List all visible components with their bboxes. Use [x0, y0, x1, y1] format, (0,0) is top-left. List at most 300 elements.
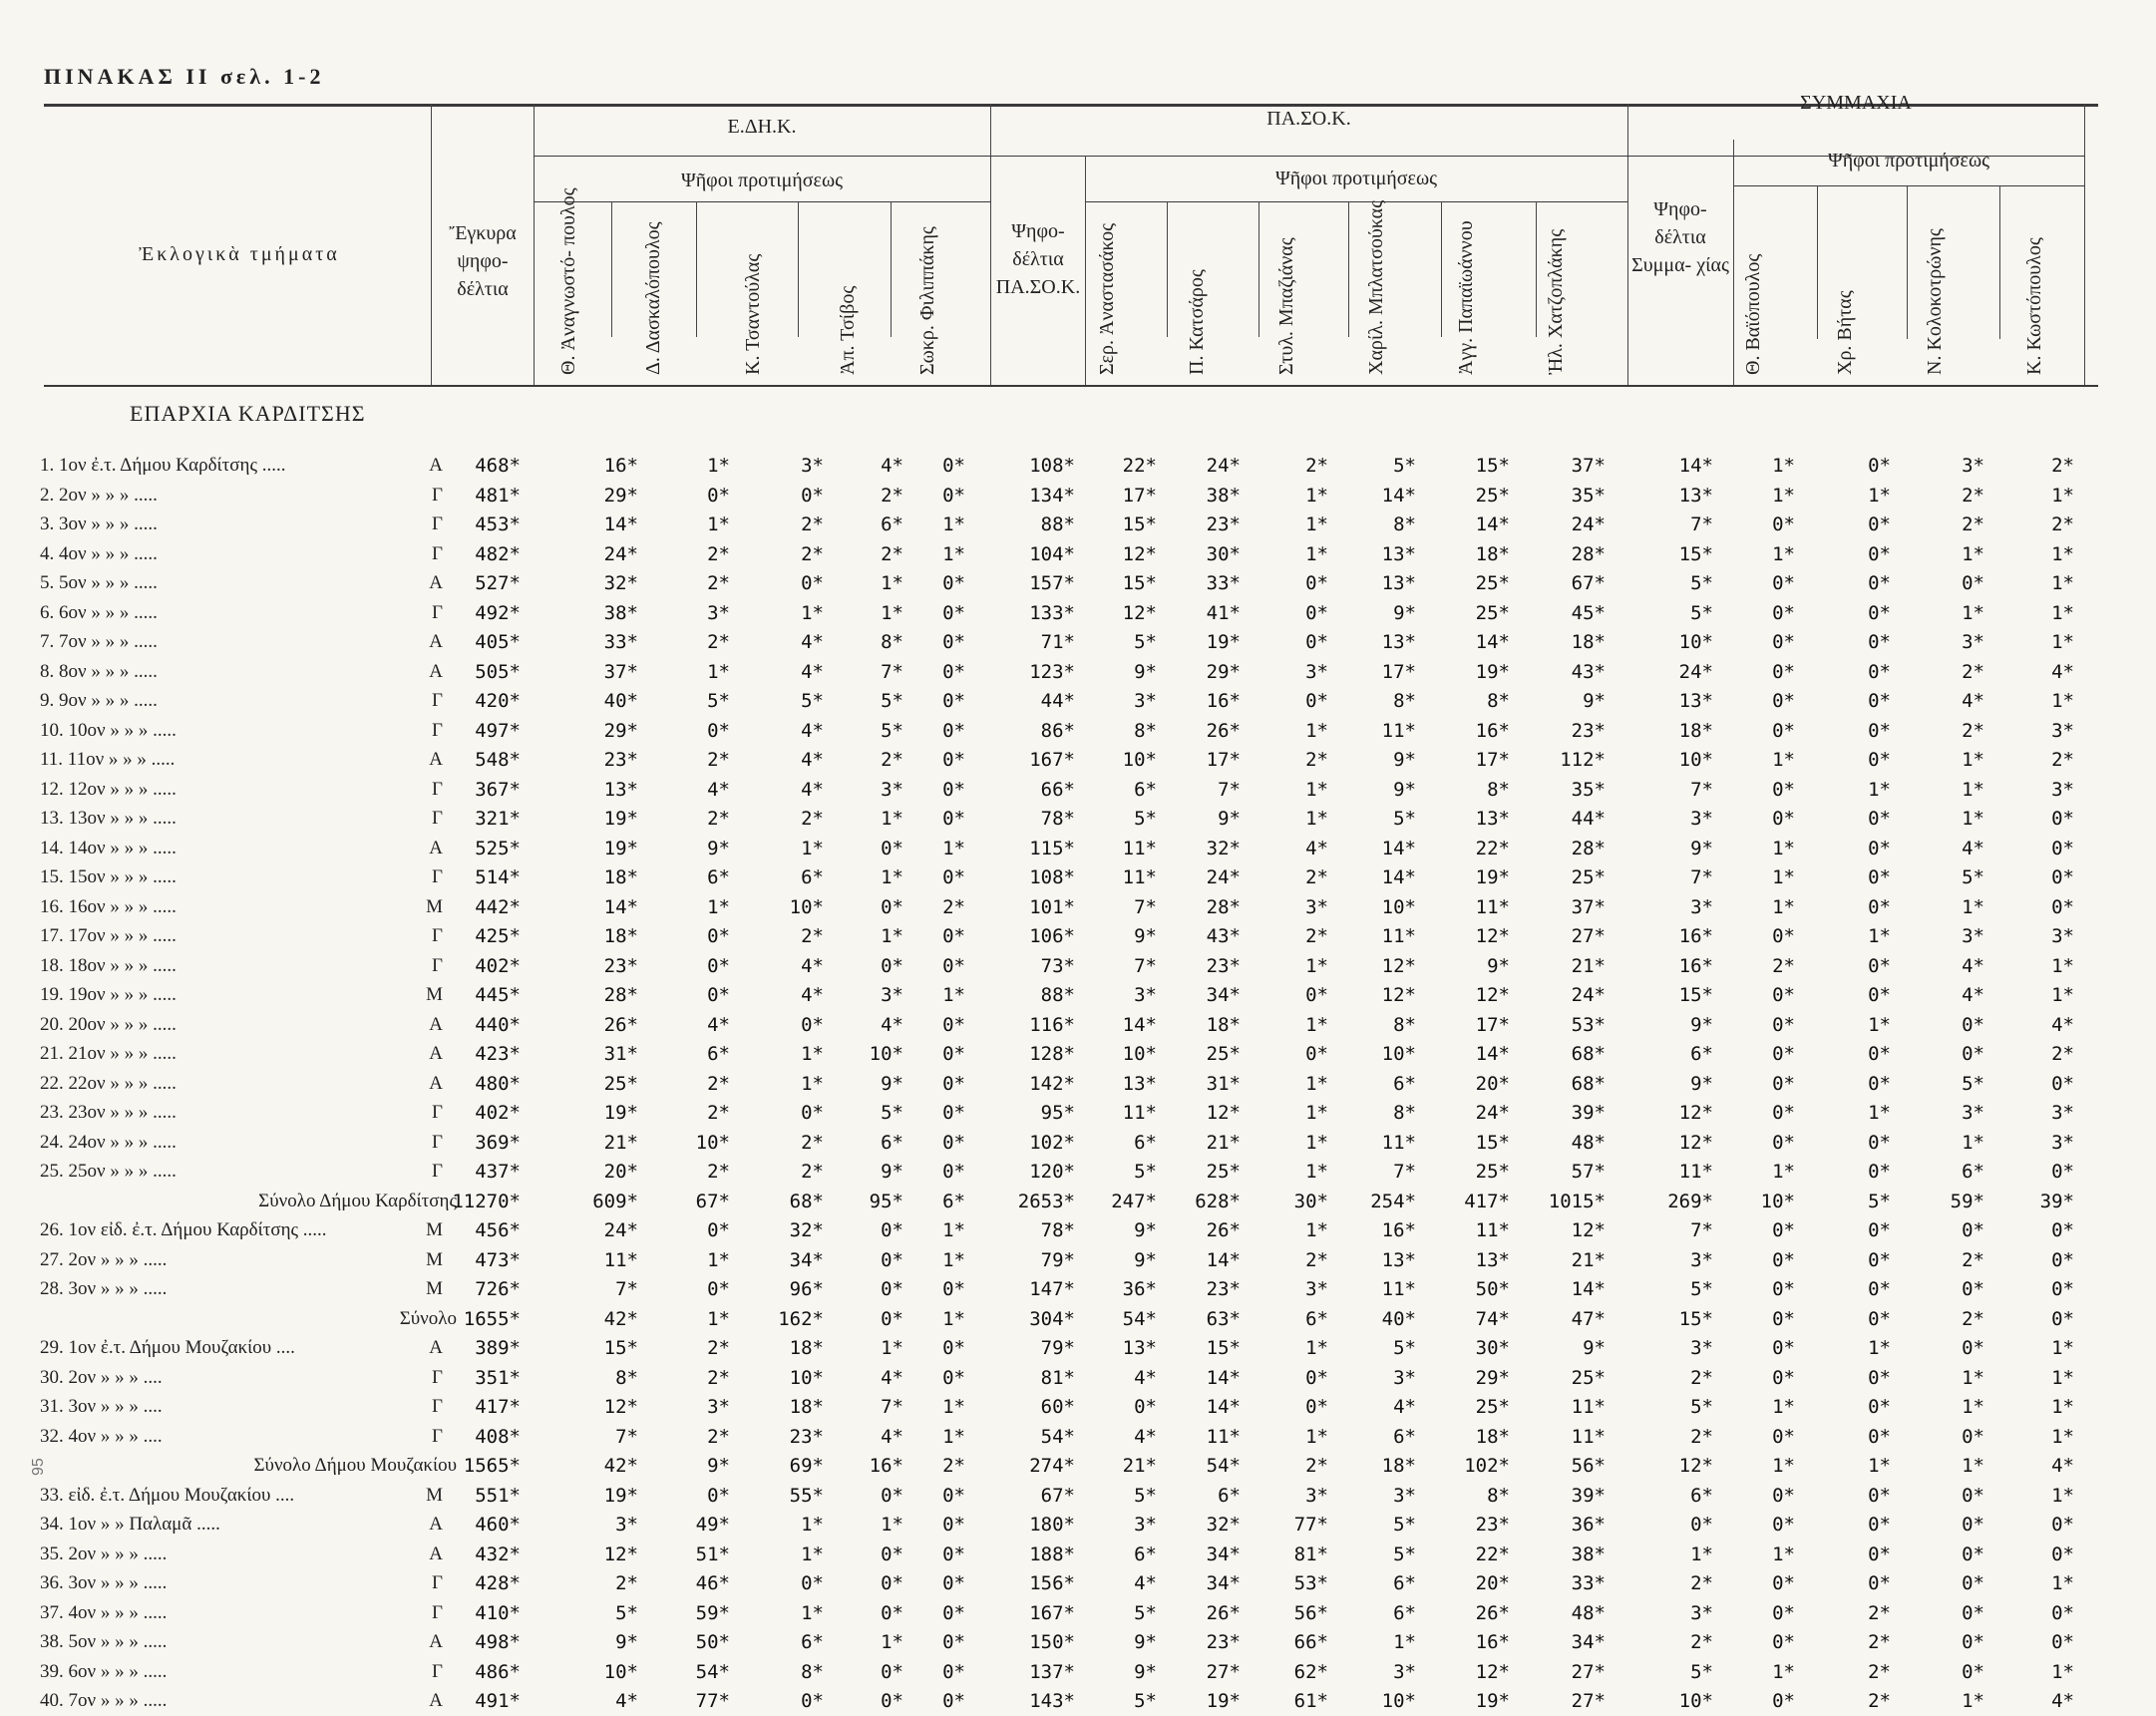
table-cell: 88* — [1040, 514, 1075, 535]
table-cell: 5* — [1393, 1337, 1416, 1359]
table-cell: 3* — [1305, 1484, 1328, 1507]
table-cell: 42* — [603, 1307, 638, 1330]
table-cell: 10* — [1678, 1690, 1713, 1712]
table-cell: 442* — [475, 895, 521, 918]
table-cell: 25* — [603, 1072, 638, 1095]
col-divider — [1999, 185, 2000, 339]
table-cell: 40* — [1381, 1307, 1416, 1330]
table-cell: 11* — [1381, 719, 1416, 742]
table-cell: 5* — [1393, 455, 1416, 477]
table-cell: 6* — [801, 1631, 824, 1653]
table-cell: 26* — [1206, 719, 1241, 742]
table-cell: 12* — [1206, 1102, 1241, 1124]
table-cell: 0* — [881, 895, 903, 918]
table-cell: 1* — [1305, 808, 1328, 830]
table-cell: 10* — [1381, 1690, 1416, 1712]
row-label — [40, 1069, 449, 1099]
table-cell: 0* — [1962, 1601, 1984, 1624]
table-cell: 8* — [1393, 1102, 1416, 1124]
table-cell: 11* — [1381, 925, 1416, 947]
table-cell: 2* — [707, 1161, 730, 1183]
candidate-header: Θ. Βαϊόπουλος — [1742, 253, 1764, 375]
table-cell: 3* — [1134, 984, 1157, 1006]
table-cell: 17* — [1381, 660, 1416, 683]
edik-header: Ε.ΔΗ.Κ. — [727, 116, 797, 138]
table-cell: 5* — [881, 719, 903, 742]
row-label-text: 38. 5ον » » » ..... — [40, 1631, 168, 1652]
table-cell: 2* — [1962, 1307, 1984, 1330]
table-cell: 123* — [1029, 660, 1075, 683]
table-cell: 14* — [603, 895, 638, 918]
table-cell: 16* — [1678, 954, 1713, 977]
table-cell: 38* — [1571, 1543, 1606, 1565]
table-cell: 0* — [2051, 1543, 2074, 1565]
table-cell: 420* — [475, 690, 521, 712]
table-cell: 13* — [1122, 1337, 1157, 1359]
table-cell: 12* — [1678, 1455, 1713, 1477]
table-cell: 9* — [1134, 660, 1157, 683]
table-cell: 1* — [1690, 1543, 1713, 1565]
table-cell: 25* — [1475, 484, 1510, 507]
table-cell: 3* — [2051, 1131, 2074, 1154]
col-divider — [1817, 185, 1818, 339]
candidate-header: Π. Κατσάρος — [1186, 269, 1208, 375]
table-cell: 8* — [1487, 1484, 1510, 1507]
table-cell: 0* — [942, 690, 965, 712]
table-cell: 15* — [1122, 514, 1157, 535]
table-cell: 405* — [475, 631, 521, 653]
table-cell: 11* — [1571, 1425, 1606, 1448]
table-cell: 11* — [1678, 1161, 1713, 1183]
table-cell: 112* — [1560, 749, 1606, 771]
table-cell: 4* — [707, 1013, 730, 1036]
table-cell: 77* — [695, 1690, 730, 1712]
table-cell: 1* — [1868, 1455, 1891, 1477]
table-cell: 134* — [1029, 484, 1075, 507]
row-label-text: 7. 7ον » » » ..... — [40, 631, 158, 652]
table-cell: 0* — [942, 1278, 965, 1300]
row-label-text: 23. 23ον » » » ..... — [40, 1102, 177, 1123]
table-cell: 17* — [1122, 484, 1157, 507]
table-cell: 1* — [2051, 631, 2074, 653]
table-cell: 7* — [1690, 1219, 1713, 1241]
table-cell: 5* — [1690, 1278, 1713, 1300]
table-cell: 0* — [801, 484, 824, 507]
table-cell: 274* — [1029, 1455, 1075, 1477]
col-divider — [696, 201, 697, 337]
table-cell: 7* — [615, 1278, 638, 1300]
row-label — [40, 1157, 449, 1187]
table-cell: 0* — [1305, 601, 1328, 624]
table-cell: 0* — [942, 455, 965, 477]
table-cell: 28* — [1206, 895, 1241, 918]
table-cell: 1* — [801, 1601, 824, 1624]
table-cell: 2* — [1868, 1631, 1891, 1653]
table-cell: 3* — [1305, 895, 1328, 918]
table-cell: 115* — [1029, 837, 1075, 859]
table-cell: 11* — [1122, 837, 1157, 859]
row-district-code: Γ — [432, 1572, 443, 1593]
table-cell: 4* — [707, 778, 730, 801]
edik-pref-header: Ψῆφοι προτιμήσεως — [680, 170, 844, 191]
row-label — [40, 1363, 449, 1393]
table-cell: 19* — [1206, 1690, 1241, 1712]
table-cell: 2* — [801, 514, 824, 535]
table-cell: 3* — [1134, 690, 1157, 712]
table-cell: 1015* — [1548, 1190, 1606, 1212]
table-cell: 0* — [707, 984, 730, 1006]
table-cell: 0* — [2051, 1514, 2074, 1536]
table-cell: 1* — [707, 1307, 730, 1330]
table-cell: 12* — [1475, 1660, 1510, 1683]
table-cell: 32* — [603, 572, 638, 594]
table-cell: 0* — [1772, 601, 1795, 624]
row-district-code: Γ — [432, 690, 443, 711]
table-cell: 527* — [475, 572, 521, 594]
table-cell: 8* — [615, 1366, 638, 1389]
table-cell: 5* — [1393, 808, 1416, 830]
table-cell: 10* — [789, 1366, 824, 1389]
table-cell: 1* — [942, 837, 965, 859]
table-cell: 5* — [881, 1102, 903, 1124]
table-cell: 0* — [942, 1102, 965, 1124]
table-cell: 2* — [1690, 1366, 1713, 1389]
table-cell: 456* — [475, 1219, 521, 1241]
table-cell: 11* — [1122, 1102, 1157, 1124]
table-cell: 1* — [942, 984, 965, 1006]
table-cell: 1* — [1962, 895, 1984, 918]
candidate-header: Ν. Κολοκοτρώνης — [1924, 228, 1946, 375]
table-cell: 10* — [1381, 1043, 1416, 1065]
table-cell: 12* — [1678, 1102, 1713, 1124]
table-cell: 0* — [942, 954, 965, 977]
row-label — [40, 568, 449, 598]
table-cell: 79* — [1040, 1337, 1075, 1359]
table-cell: 180* — [1029, 1514, 1075, 1536]
table-cell: 18* — [1571, 631, 1606, 653]
table-cell: 0* — [1772, 1690, 1795, 1712]
table-cell: 14* — [1475, 631, 1510, 653]
table-cell: 4* — [2051, 660, 2074, 683]
table-cell: 0* — [1772, 1102, 1795, 1124]
table-cell: 2* — [2051, 1043, 2074, 1065]
table-cell: 1* — [1868, 1102, 1891, 1124]
table-cell: 2* — [1962, 1248, 1984, 1271]
table-cell: 0* — [942, 1072, 965, 1095]
table-cell: 4* — [801, 660, 824, 683]
table-cell: 0* — [881, 1690, 903, 1712]
table-cell: 29* — [603, 719, 638, 742]
table-cell: 1* — [1868, 484, 1891, 507]
table-cell: 2* — [1962, 514, 1984, 535]
table-cell: 18* — [603, 866, 638, 888]
table-cell: 1* — [881, 601, 903, 624]
table-cell: 0* — [942, 572, 965, 594]
col-divider — [431, 104, 432, 385]
table-cell: 1* — [2051, 1484, 2074, 1507]
table-cell: 2* — [707, 1425, 730, 1448]
table-cell: 1* — [942, 1425, 965, 1448]
table-cell: 0* — [1772, 1484, 1795, 1507]
table-cell: 14* — [1206, 1248, 1241, 1271]
table-cell: 21* — [1122, 1455, 1157, 1477]
table-cell: 0* — [1868, 690, 1891, 712]
table-cell: 0* — [1868, 1484, 1891, 1507]
table-cell: 1* — [1305, 1013, 1328, 1036]
table-cell: 3* — [1962, 1102, 1984, 1124]
table-cell: 5* — [881, 690, 903, 712]
row-district-code: Γ — [432, 925, 443, 946]
table-cell: 0* — [707, 954, 730, 977]
table-cell: 27* — [1571, 925, 1606, 947]
table-cell: 0* — [942, 778, 965, 801]
table-cell: 20* — [603, 1161, 638, 1183]
table-cell: 6* — [1393, 1425, 1416, 1448]
table-cell: 7* — [1690, 778, 1713, 801]
table-cell: 0* — [942, 925, 965, 947]
table-cell: 1* — [1962, 1396, 1984, 1418]
row-label-text: 24. 24ον » » » ..... — [40, 1131, 177, 1153]
table-cell: 4* — [801, 719, 824, 742]
table-cell: 39* — [1571, 1484, 1606, 1507]
table-cell: 23* — [1206, 514, 1241, 535]
table-cell: 0* — [1868, 1543, 1891, 1565]
table-cell: 36* — [1122, 1278, 1157, 1300]
page-number: 95 — [30, 1458, 47, 1476]
table-cell: 1* — [1962, 1455, 1984, 1477]
row-district-code: Μ — [426, 895, 443, 917]
table-cell: 1* — [707, 660, 730, 683]
table-cell: 0* — [2051, 1072, 2074, 1095]
table-cell: 1* — [881, 572, 903, 594]
row-district-code: Γ — [432, 1131, 443, 1153]
table-cell: 0* — [801, 572, 824, 594]
table-cell: 0* — [1962, 1543, 1984, 1565]
table-cell: 1* — [2051, 984, 2074, 1006]
table-cell: 44* — [1571, 808, 1606, 830]
table-cell: 2* — [801, 808, 824, 830]
table-cell: 33* — [603, 631, 638, 653]
table-cell: 4* — [801, 778, 824, 801]
row-label-text: 25. 25ον » » » ..... — [40, 1161, 177, 1182]
table-cell: 128* — [1029, 1043, 1075, 1065]
table-cell: 408* — [475, 1425, 521, 1448]
table-cell: 1* — [942, 514, 965, 535]
table-cell: 23* — [1206, 1278, 1241, 1300]
table-cell: 0* — [1690, 1514, 1713, 1536]
table-cell: 13* — [1678, 484, 1713, 507]
table-cell: 2* — [707, 572, 730, 594]
row-label-text: 27. 2ον » » » ..... — [40, 1248, 168, 1270]
table-cell: 133* — [1029, 601, 1075, 624]
table-cell: 2* — [1305, 1248, 1328, 1271]
table-cell: 1* — [707, 514, 730, 535]
row-label-text: 14. 14ον » » » ..... — [40, 837, 177, 858]
table-cell: 5* — [1690, 601, 1713, 624]
col-divider — [891, 201, 892, 337]
table-cell: 9* — [1690, 1072, 1713, 1095]
table-cell: 55* — [789, 1484, 824, 1507]
table-cell: 2* — [1868, 1690, 1891, 1712]
table-cell: 0* — [2051, 1601, 2074, 1624]
table-cell: 482* — [475, 542, 521, 565]
row-label — [40, 1422, 449, 1452]
table-cell: 34* — [1206, 984, 1241, 1006]
table-cell: 6* — [707, 1043, 730, 1065]
table-cell: 150* — [1029, 1631, 1075, 1653]
table-cell: 2* — [1305, 749, 1328, 771]
table-cell: 1* — [1305, 514, 1328, 535]
table-cell: 3* — [1962, 455, 1984, 477]
table-cell: 4* — [881, 1013, 903, 1036]
table-cell: 31* — [603, 1043, 638, 1065]
row-label-text: 31. 3ον » » » .... — [40, 1396, 163, 1417]
table-cell: 1* — [942, 542, 965, 565]
table-cell: 3* — [1393, 1484, 1416, 1507]
table-cell: 5* — [1393, 1543, 1416, 1565]
table-cell: 4* — [1305, 837, 1328, 859]
table-cell: 5* — [1690, 1396, 1713, 1418]
table-cell: 6* — [1218, 1484, 1241, 1507]
section-title: ΕΠΑΡΧΙΑ ΚΑΡΔΙΤΣΗΣ — [130, 401, 366, 426]
row-district-code: Α — [429, 1690, 443, 1711]
table-cell: 67* — [1040, 1484, 1075, 1507]
table-cell: 492* — [475, 601, 521, 624]
table-cell: 142* — [1029, 1072, 1075, 1095]
row-label-text: 15. 15ον » » » ..... — [40, 866, 177, 887]
col-divider — [1907, 185, 1908, 339]
table-cell: 30* — [1206, 542, 1241, 565]
table-cell: 44* — [1040, 690, 1075, 712]
table-cell: 402* — [475, 1102, 521, 1124]
table-cell: 445* — [475, 984, 521, 1006]
table-cell: 88* — [1040, 984, 1075, 1006]
table-cell: 0* — [1772, 1013, 1795, 1036]
row-label-text: 12. 12ον » » » ..... — [40, 778, 177, 800]
table-cell: 5* — [1134, 631, 1157, 653]
candidate-header: Θ. Ἀναγνωστό- πουλος — [557, 187, 579, 375]
table-cell: 0* — [801, 1013, 824, 1036]
table-cell: 5* — [801, 690, 824, 712]
table-cell: 23* — [603, 954, 638, 977]
table-cell: 4* — [2051, 1455, 2074, 1477]
table-cell: 4* — [615, 1690, 638, 1712]
table-cell: 0* — [1772, 660, 1795, 683]
table-cell: 1* — [1305, 1425, 1328, 1448]
table-cell: 67* — [695, 1190, 730, 1212]
table-cell: 2* — [1962, 719, 1984, 742]
table-cell: 3* — [1690, 1337, 1713, 1359]
table-cell: 6* — [881, 514, 903, 535]
table-cell: 14* — [1381, 866, 1416, 888]
table-cell: 0* — [2051, 1219, 2074, 1241]
table-cell: 0* — [1772, 1248, 1795, 1271]
table-cell: 18* — [1475, 542, 1510, 565]
table-cell: 33* — [1206, 572, 1241, 594]
table-cell: 0* — [1868, 1425, 1891, 1448]
table-cell: 5* — [1134, 1601, 1157, 1624]
table-cell: 6* — [1134, 1131, 1157, 1154]
table-cell: 9* — [1690, 1013, 1713, 1036]
table-cell: 0* — [2051, 1248, 2074, 1271]
table-cell: 12* — [1475, 984, 1510, 1006]
table-cell: 1* — [1868, 1013, 1891, 1036]
table-cell: 14* — [1475, 1043, 1510, 1065]
table-cell: 56* — [1571, 1455, 1606, 1477]
table-cell: 8* — [1393, 690, 1416, 712]
table-cell: 147* — [1029, 1278, 1075, 1300]
table-cell: 0* — [942, 631, 965, 653]
table-cell: 16* — [1475, 1631, 1510, 1653]
subtotal-label: Σύνολο — [399, 1307, 457, 1329]
table-cell: 1* — [2051, 690, 2074, 712]
table-cell: 4* — [801, 631, 824, 653]
col-divider — [1441, 201, 1442, 337]
table-cell: 1* — [1772, 484, 1795, 507]
row-district-code: Α — [429, 631, 443, 652]
table-cell: 9* — [1583, 690, 1606, 712]
table-cell: 0* — [881, 1248, 903, 1271]
table-cell: 54* — [1040, 1425, 1075, 1448]
table-cell: 25* — [1206, 1161, 1241, 1183]
row-label-text: 22. 22ον » » » ..... — [40, 1072, 177, 1094]
table-cell: 6* — [1393, 1572, 1416, 1594]
table-cell: 9* — [1218, 808, 1241, 830]
row-label-text: 35. 2ον » » » ..... — [40, 1543, 168, 1564]
table-cell: 0* — [942, 1690, 965, 1712]
row-label — [40, 921, 449, 951]
table-cell: 0* — [942, 749, 965, 771]
table-cell: 1* — [1772, 1396, 1795, 1418]
table-cell: 1* — [801, 1543, 824, 1565]
table-cell: 25* — [1475, 1396, 1510, 1418]
table-cell: 11* — [1381, 1131, 1416, 1154]
row-label-text: 37. 4ον » » » ..... — [40, 1601, 168, 1623]
row-label — [40, 1510, 449, 1540]
row-label-text: 10. 10ον » » » ..... — [40, 719, 177, 741]
table-cell: 0* — [1962, 1484, 1984, 1507]
table-cell: 0* — [1868, 895, 1891, 918]
table-cell: 50* — [1475, 1278, 1510, 1300]
table-cell: 27* — [1206, 1660, 1241, 1683]
table-cell: 4* — [1962, 984, 1984, 1006]
row-label-text: 9. 9ον » » » ..... — [40, 690, 158, 711]
table-cell: 2* — [707, 542, 730, 565]
table-cell: 6* — [1393, 1601, 1416, 1624]
table-cell: 38* — [603, 601, 638, 624]
table-cell: 17* — [1475, 749, 1510, 771]
table-cell: 15* — [1678, 1307, 1713, 1330]
header-bottom-rule — [44, 385, 2098, 387]
table-cell: 551* — [475, 1484, 521, 1507]
table-cell: 0* — [1868, 749, 1891, 771]
subtotal-label: Σύνολο Δήμου Καρδίτσης — [258, 1190, 457, 1211]
table-cell: 40* — [603, 690, 638, 712]
table-cell: 2* — [1690, 1572, 1713, 1594]
pasok-header: ΠΑ.ΣΟ.Κ. — [1266, 108, 1351, 130]
row-label-text: 29. 1ον ἐ.τ. Δήμου Μουζακίου .... — [40, 1337, 295, 1358]
table-cell: 0* — [942, 866, 965, 888]
candidate-header: Κ. Κωστόπουλος — [2023, 237, 2045, 375]
table-cell: 38* — [1206, 484, 1241, 507]
table-cell: 1* — [1868, 778, 1891, 801]
row-label-text: 11. 11ον » » » ..... — [40, 749, 176, 770]
table-cell: 0* — [707, 719, 730, 742]
table-cell: 1* — [1962, 1690, 1984, 1712]
table-cell: 1* — [1772, 1161, 1795, 1183]
candidate-header: Χαρίλ. Μπλατσούκας — [1365, 199, 1387, 375]
table-cell: 0* — [881, 1278, 903, 1300]
